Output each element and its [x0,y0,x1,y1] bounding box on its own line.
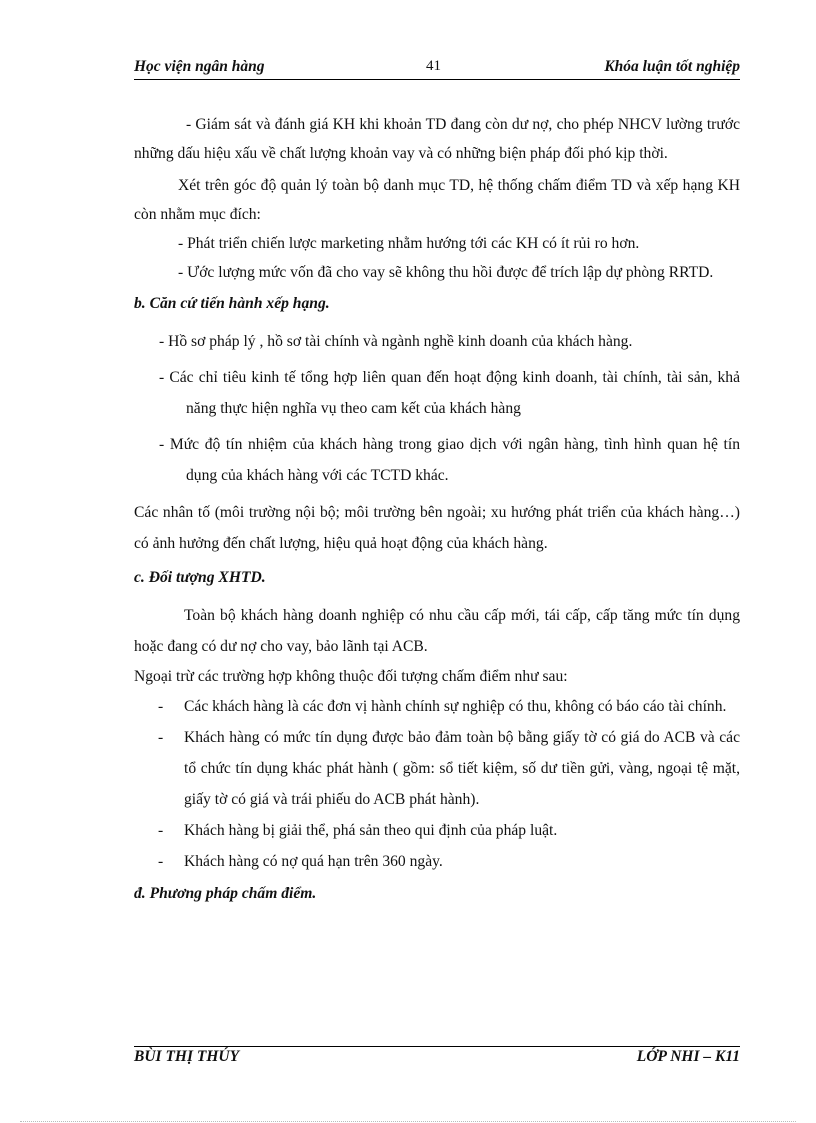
paragraph-marketing: - Phát triển chiến lược marketing nhằm hướng tới các KH có ít rủi ro hơn. [178,235,640,252]
list-item [134,815,740,846]
paragraph-portfolio: Xét trên góc độ quản lý toàn bộ danh mục TD, hệ thống chấm điểm TD và xếp hạng KH còn nhằm mục đích: [134,177,740,223]
list-bullet: - [158,729,164,746]
list-item-text: Khách hàng có mức tín dụng được bảo đảm toàn bộ bằng giấy tờ có giá do ACB và các tổ chức tín dụng khác phát hành ( gồm: sổ tiết kiệm, số dư tiền gửi, vàng, ngoại tệ mặt, giấy tờ có giá và trái phiếu do ACB phát hành). [184,729,740,808]
list-bullet: - [158,822,164,839]
paragraph-provision: - Ước lượng mức vốn đã cho vay sẽ không thu hồi được để trích lập dự phòng RRTD. [178,264,714,281]
list-item-text: Khách hàng có nợ quá hạn trên 360 ngày. [184,853,443,870]
header-page-number: 41 [426,58,441,74]
paragraph-customers: Toàn bộ khách hàng doanh nghiệp có nhu cầu cấp mới, tái cấp, cấp tăng mức tín dụng hoặc đang có dư nợ cho vay, bảo lãnh tại ACB. [134,607,740,655]
list-item-text: Khách hàng bị giải thể, phá sản theo qui định của pháp luật. [184,822,558,839]
list-item: - Các chỉ tiêu kinh tế tổng hợp liên quan đến hoạt động kinh doanh, tài chính, tài sản, khả năng thực hiện nghĩa vụ theo cam kết của khách hàng [159,369,740,417]
header-rule [134,79,740,80]
header-institution: Học viện ngân hàng [134,58,265,75]
page-body [134,110,740,909]
header-thesis-label: Khóa luận tốt nghiệp [604,58,740,75]
footer-rule [134,1046,740,1047]
list-item-text: Các khách hàng là các đơn vị hành chính sự nghiệp có thu, không có báo cáo tài chính. [184,698,727,715]
paragraph-factors: Các nhân tố (môi trường nội bộ; môi trường bên ngoài; xu hướng phát triển của khách hàng…) có ảnh hưởng đến chất lượng, hiệu quả hoạt động của khách hàng. [134,504,740,552]
list-item [134,722,740,815]
list-item: - Mức độ tín nhiệm của khách hàng trong giao dịch với ngân hàng, tình hình quan hệ tín dụng của khách hàng với các TCTD khác. [159,436,740,484]
list-bullet: - [158,698,164,715]
page-header [134,56,740,80]
list-exceptions [134,691,740,877]
list-bullet: - [158,853,164,870]
footer-class: LỚP NHI – K11 [636,1048,740,1065]
page-bottom-edge [20,1121,796,1122]
heading-c: c. Đối tượng XHTD. [134,569,266,586]
heading-d: đ. Phương pháp chấm điểm. [134,885,317,902]
paragraph-exceptions: Ngoại trừ các trường hợp không thuộc đối tượng chấm điểm như sau: [134,668,568,685]
list-item [134,691,740,722]
page-footer [134,1048,740,1072]
heading-b: b. Căn cứ tiến hành xếp hạng. [134,295,330,312]
paragraph-monitoring: - Giám sát và đánh giá KH khi khoản TD đang còn dư nợ, cho phép NHCV lường trước những dấu hiệu xấu về chất lượng khoản vay và có những biện pháp đối phó kịp thời. [134,116,740,162]
footer-author: BÙI THỊ THÚY [134,1048,240,1065]
list-criteria [134,326,740,491]
list-item: - Hồ sơ pháp lý , hồ sơ tài chính và ngành nghề kinh doanh của khách hàng. [159,333,633,350]
list-item [134,846,740,877]
